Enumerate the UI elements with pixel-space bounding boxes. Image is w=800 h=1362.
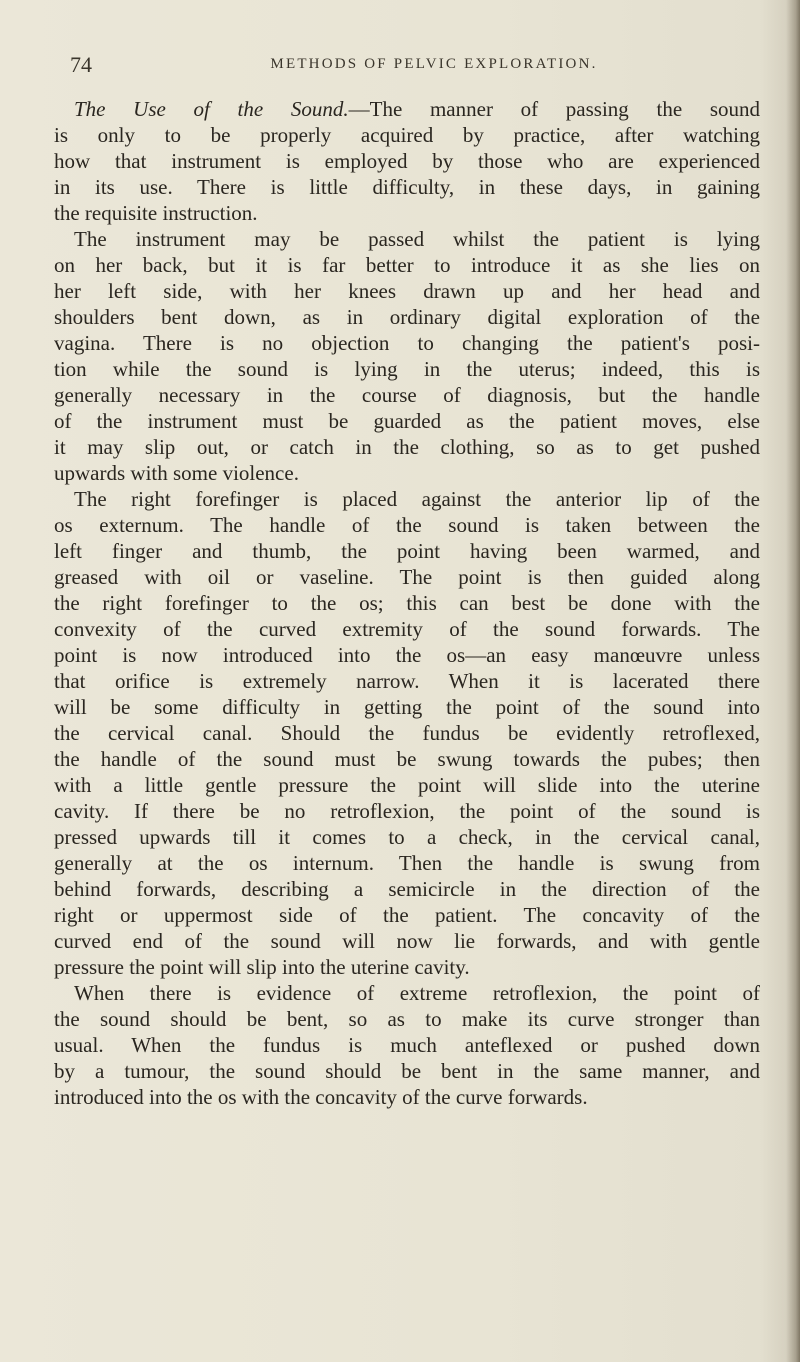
- text-line: the right forefinger to the os; this can best be done with the: [54, 591, 760, 615]
- text-line: generally necessary in the course of diagnosis, but the handle: [54, 383, 760, 407]
- text-line: generally at the os internum. Then the handle is swung from: [54, 851, 760, 875]
- text-line: vagina. There is no objection to changing the patient's posi-: [54, 331, 760, 355]
- text-line: how that instrument is employed by those who are experienced: [54, 149, 760, 173]
- text-line: the requisite instruction.: [54, 201, 258, 225]
- text-line: point is now introduced into the os—an easy manœuvre unless: [54, 643, 760, 667]
- text-line: usual. When the fundus is much anteflexed or pushed down: [54, 1033, 760, 1057]
- text-line: the handle of the sound must be swung towards the pubes; then: [54, 747, 760, 771]
- text-line: of the instrument must be guarded as the patient moves, else: [54, 409, 760, 433]
- text-line: upwards with some violence.: [54, 461, 299, 485]
- text-line: it may slip out, or catch in the clothing, so as to get pushed: [54, 435, 760, 459]
- text-line: with a little gentle pressure the point will slide into the uterine: [54, 773, 760, 797]
- text-line: that orifice is extremely narrow. When it is lacerated there: [54, 669, 760, 693]
- text-line: os externum. The handle of the sound is taken between the: [54, 513, 760, 537]
- text-line: the sound should be bent, so as to make its curve stronger than: [54, 1007, 760, 1031]
- text-line: in its use. There is little difficulty, in these days, in gaining: [54, 175, 760, 199]
- text-line: pressed upwards till it comes to a check, in the cervical canal,: [54, 825, 760, 849]
- text-line: The right forefinger is placed against the anterior lip of the: [74, 487, 760, 511]
- text-line: The instrument may be passed whilst the patient is lying: [74, 227, 760, 251]
- text-line: right or uppermost side of the patient. The concavity of the: [54, 903, 760, 927]
- text-line: on her back, but it is far better to introduce it as she lies on: [54, 253, 760, 277]
- page-number: 74: [70, 52, 92, 77]
- text-line: greased with oil or vaseline. The point is then guided along: [54, 565, 760, 589]
- running-head: METHODS OF PELVIC EXPLORATION.: [270, 56, 598, 72]
- text-line: behind forwards, describing a semicircle in the direction of the: [54, 877, 760, 901]
- page-edge-shadow: [786, 0, 800, 1362]
- text-line: When there is evidence of extreme retroflexion, the point of: [74, 981, 760, 1005]
- text-line: left finger and thumb, the point having been warmed, and: [54, 539, 760, 563]
- text-line: tion while the sound is lying in the uterus; indeed, this is: [54, 357, 760, 381]
- text-line: pressure the point will slip into the uterine cavity.: [54, 955, 470, 979]
- text-line: her left side, with her knees drawn up and her head and: [54, 279, 760, 303]
- text-line: [54, 96, 760, 122]
- section-title: The Use of the Sound.: [74, 97, 349, 121]
- page-header: [70, 52, 760, 80]
- text-line: introduced into the os with the concavity of the curve forwards.: [54, 1085, 588, 1109]
- text-line: is only to be properly acquired by practice, after watching: [54, 123, 760, 147]
- text-line: shoulders bent down, as in ordinary digital exploration of the: [54, 305, 760, 329]
- text-line: curved end of the sound will now lie forwards, and with gentle: [54, 929, 760, 953]
- text-line: convexity of the curved extremity of the sound forwards. The: [54, 617, 760, 641]
- body-text: [54, 96, 760, 1110]
- text-line: will be some difficulty in getting the point of the sound into: [54, 695, 760, 719]
- text-line: the cervical canal. Should the fundus be evidently retroflexed,: [54, 721, 760, 745]
- text-line: by a tumour, the sound should be bent in the same manner, and: [54, 1059, 760, 1083]
- text-line-content: —The manner of passing the sound: [348, 97, 760, 121]
- text-line: cavity. If there be no retroflexion, the point of the sound is: [54, 799, 760, 823]
